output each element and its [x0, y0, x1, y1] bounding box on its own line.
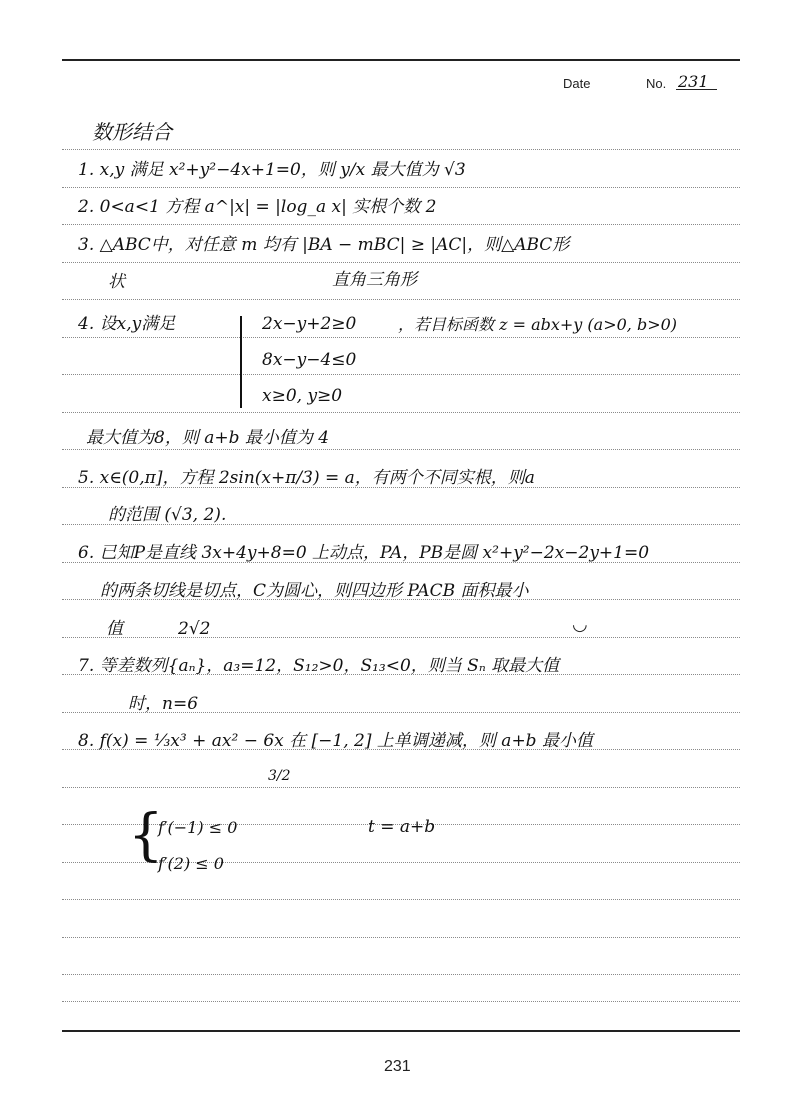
problem-7-line-2: 时，n=6 — [128, 694, 199, 714]
system-brace — [240, 316, 246, 408]
problem-8-line-1: 8. f(x) = ⅓x³ + ax² − 6x 在 [−1, 2] 上单调递减，则 a+b 最小值 — [78, 731, 593, 751]
ruled-line — [62, 1001, 740, 1002]
ruled-line — [62, 187, 740, 188]
problem-4-result: 最大值为8，则 a+b 最小值为 4 — [86, 428, 330, 448]
problem-8-condition-1: f′(−1) ≤ 0 — [158, 818, 238, 837]
ruled-line — [62, 299, 740, 300]
number-label: No. — [646, 76, 667, 91]
problem-7-line-1: 7. 等差数列{aₙ}，a₃=12，S₁₂>0，S₁₃<0，则当 Sₙ 取最大值 — [78, 656, 560, 676]
header-rule — [62, 59, 740, 61]
problem-4-condition-2: 8x−y−4≤0 — [262, 350, 357, 370]
problem-8-aside: t = a+b — [368, 817, 436, 837]
problem-5-line-1: 5. x∈(0,π]，方程 2sin(x+π/3) = a，有两个不同实根，则a — [78, 468, 535, 488]
problem-2: 2. 0<a<1 方程 a^|x| = |log_a x| 实根个数 2 — [78, 197, 437, 217]
problem-5-line-2: 的范围 (√3, 2). — [108, 505, 227, 525]
ruled-line — [62, 787, 740, 788]
ruled-line — [62, 262, 740, 263]
condition-brace: { — [128, 803, 164, 868]
problem-8-answer: 3/2 — [268, 768, 291, 784]
problem-4-condition-3: x≥0, y≥0 — [262, 386, 343, 406]
problem-6-answer: 2√2 — [178, 619, 211, 639]
problem-3-answer: 直角三角形 — [332, 270, 417, 290]
problem-4-line-1: 4. 设x,y满足 — [78, 314, 176, 334]
problem-4-objective: ，若目标函数 z = abx+y (a>0, b>0) — [398, 315, 678, 334]
ruled-line — [62, 374, 740, 375]
ruled-line — [62, 337, 740, 338]
page-number: 231 — [384, 1058, 411, 1075]
problem-6-line-3: 值 — [106, 619, 123, 639]
note-title: 数形结合 — [92, 120, 172, 144]
ruled-line — [62, 224, 740, 225]
ruled-line — [62, 937, 740, 938]
date-label: Date — [563, 76, 591, 91]
ruled-line — [62, 899, 740, 900]
problem-3-line-1: 3. △ABC中，对任意 m 均有 |BA − mBC| ≥ |AC|，则△ABC形 — [78, 235, 570, 255]
page-number-handwritten: 231 — [678, 72, 709, 91]
problem-6-line-2: 的两条切线是切点，C为圆心，则四边形 PACB 面积最小 — [100, 581, 529, 601]
ruled-line — [62, 449, 740, 450]
ruled-line — [62, 637, 740, 638]
problem-1: 1. x,y 满足 x²+y²−4x+1=0，则 y/x 最大值为 √3 — [78, 160, 466, 180]
ruled-line — [62, 412, 740, 413]
problem-8-condition-2: f′(2) ≤ 0 — [158, 854, 224, 873]
footer-rule — [62, 1030, 740, 1032]
problem-4-condition-1: 2x−y+2≥0 — [262, 314, 357, 334]
problem-6-line-1: 6. 已知P是直线 3x+4y+8=0 上动点，PA，PB是圆 x²+y²−2x−2y+1=0 — [78, 543, 650, 563]
ruled-line — [62, 149, 740, 150]
ruled-line — [62, 974, 740, 975]
problem-3-line-2: 状 — [108, 272, 125, 292]
check-mark-icon: ◡ — [572, 614, 588, 635]
